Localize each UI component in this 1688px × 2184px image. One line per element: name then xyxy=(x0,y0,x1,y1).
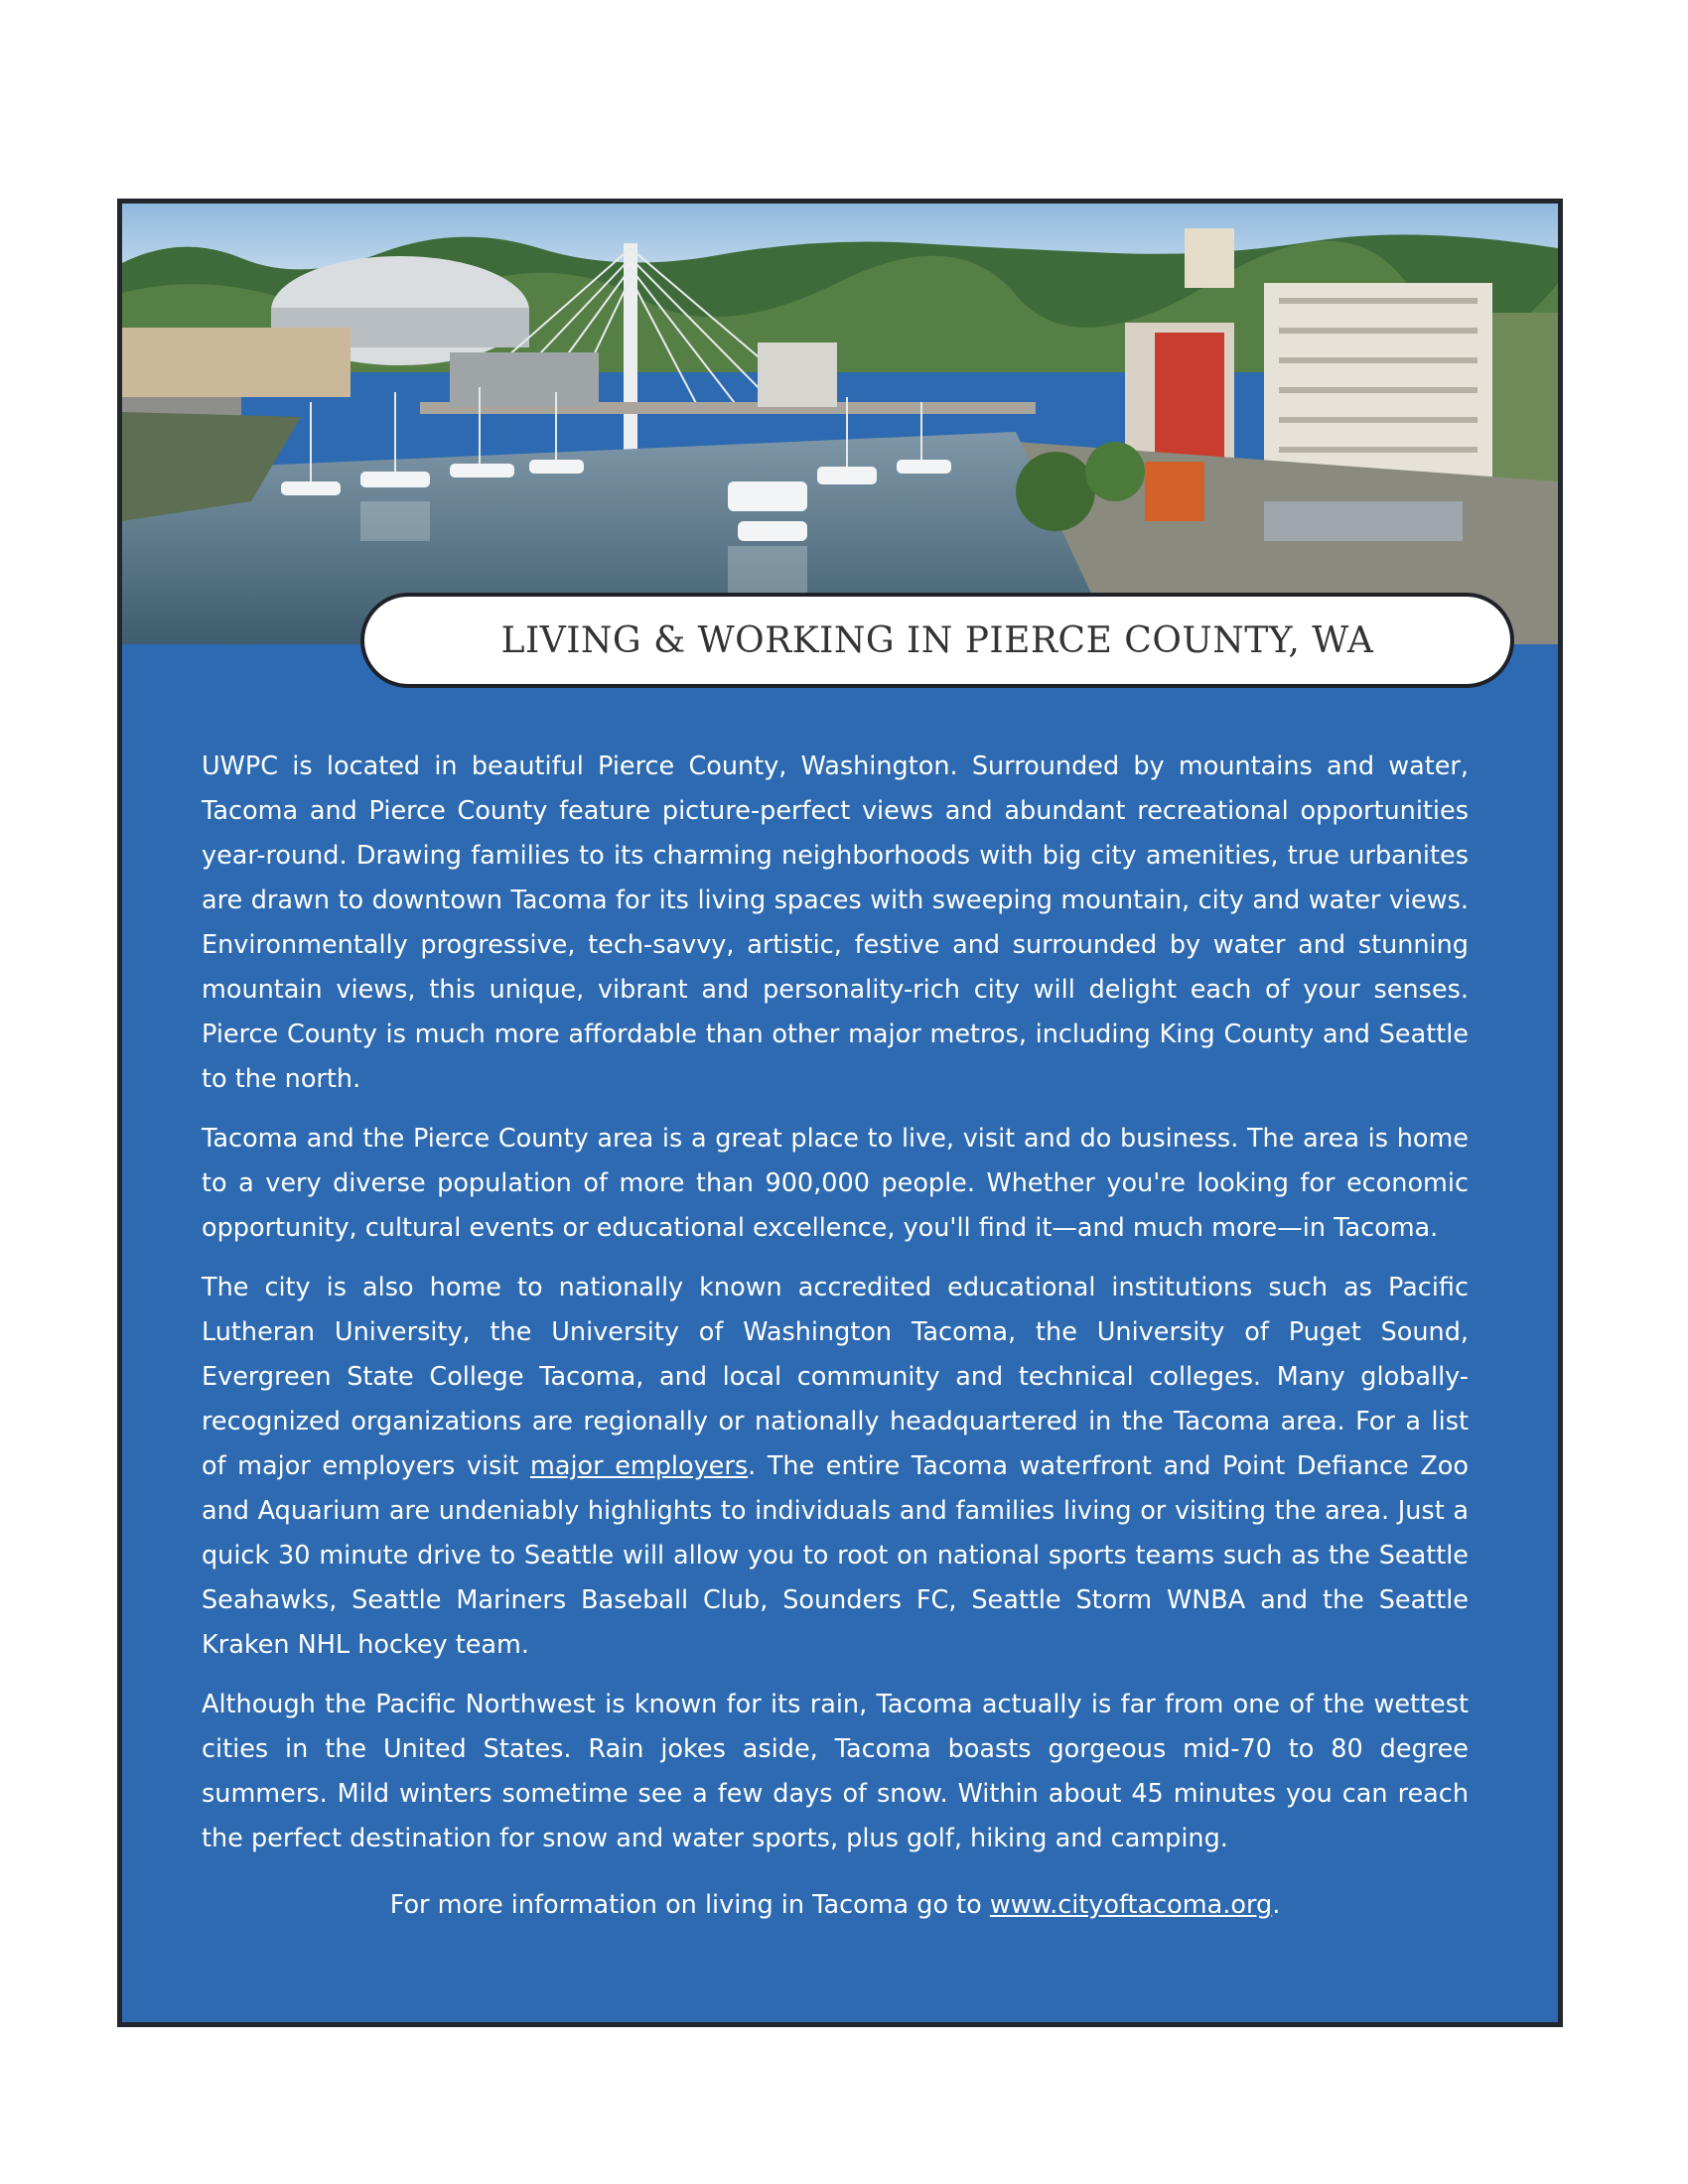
paragraph-education-text-1: The city is also home to nationally known accredited educational institutions such as Pacific Lutheran University, the University of Washington Tacoma, the University of Puget Sound, Evergreen State College Tacoma, and local community and technical colleges. Many globally-recognized organizations are regionally or nationally headquartered in the Tacoma area. For a list of major employers visit xyxy=(202,1273,1469,1481)
paragraph-education xyxy=(202,1266,1469,1668)
content-frame xyxy=(117,199,1563,2027)
more-info-line xyxy=(202,1883,1469,1928)
photo-illustration xyxy=(122,204,1558,644)
paragraph-population: Tacoma and the Pierce County area is a great place to live, visit and do business. The area is home to a very diverse population of more than 900,000 people. Whether you're looking for economic opportunity, cultural events or educational excellence, you'll find it—and much more—in Tacoma. xyxy=(202,1124,1469,1243)
major-employers-link[interactable]: major employers xyxy=(529,1451,749,1481)
paragraph-weather: Although the Pacific Northwest is known for its rain, Tacoma actually is far from one of the wettest cities in the United States. Rain jokes aside, Tacoma boasts gorgeous mid-70 to 80 degree summers. Mild winters sometime see a few days of snow. Within about 45 minutes you can reach the perfect destination for snow and water sports, plus golf, hiking and camping. xyxy=(202,1690,1469,1853)
body-text xyxy=(202,745,1469,1943)
paragraph-education-text-2: . The entire Tacoma waterfront and Point Defiance Zoo and Aquarium are undeniably highlights to individuals and families living or visiting the area. Just a quick 30 minute drive to Seattle will allow you to root on national sports teams such as the Seattle Seahawks, Seattle Mariners Baseball Club, Sounders FC, Seattle Storm WNBA and the Seattle Kraken NHL hockey team. xyxy=(202,1451,1469,1660)
paragraph-intro: UWPC is located in beautiful Pierce County, Washington. Surrounded by mountains and water, Tacoma and Pierce County feature picture-perfect views and abundant recreational opportunities year-round. Drawing families to its charming neighborhoods with big city amenities, true urbanites are drawn to downtown Tacoma for its living spaces with sweeping mountain, city and water views. Environmentally progressive, tech-savvy, artistic, festive and surrounded by water and stunning mountain views, this unique, vibrant and personality-rich city will delight each of your senses. Pierce County is much more affordable than other major metros, including King County and Seattle to the north. xyxy=(202,751,1469,1094)
page-title: LIVING & WORKING IN PIERCE COUNTY, WA xyxy=(500,619,1374,661)
tacoma-waterfront-photo xyxy=(122,204,1558,644)
more-info-period: . xyxy=(1272,1890,1281,1920)
title-banner xyxy=(360,593,1514,688)
city-of-tacoma-link[interactable]: www.cityoftacoma.org xyxy=(989,1890,1273,1920)
more-info-text: For more information on living in Tacoma go to xyxy=(389,1890,990,1920)
